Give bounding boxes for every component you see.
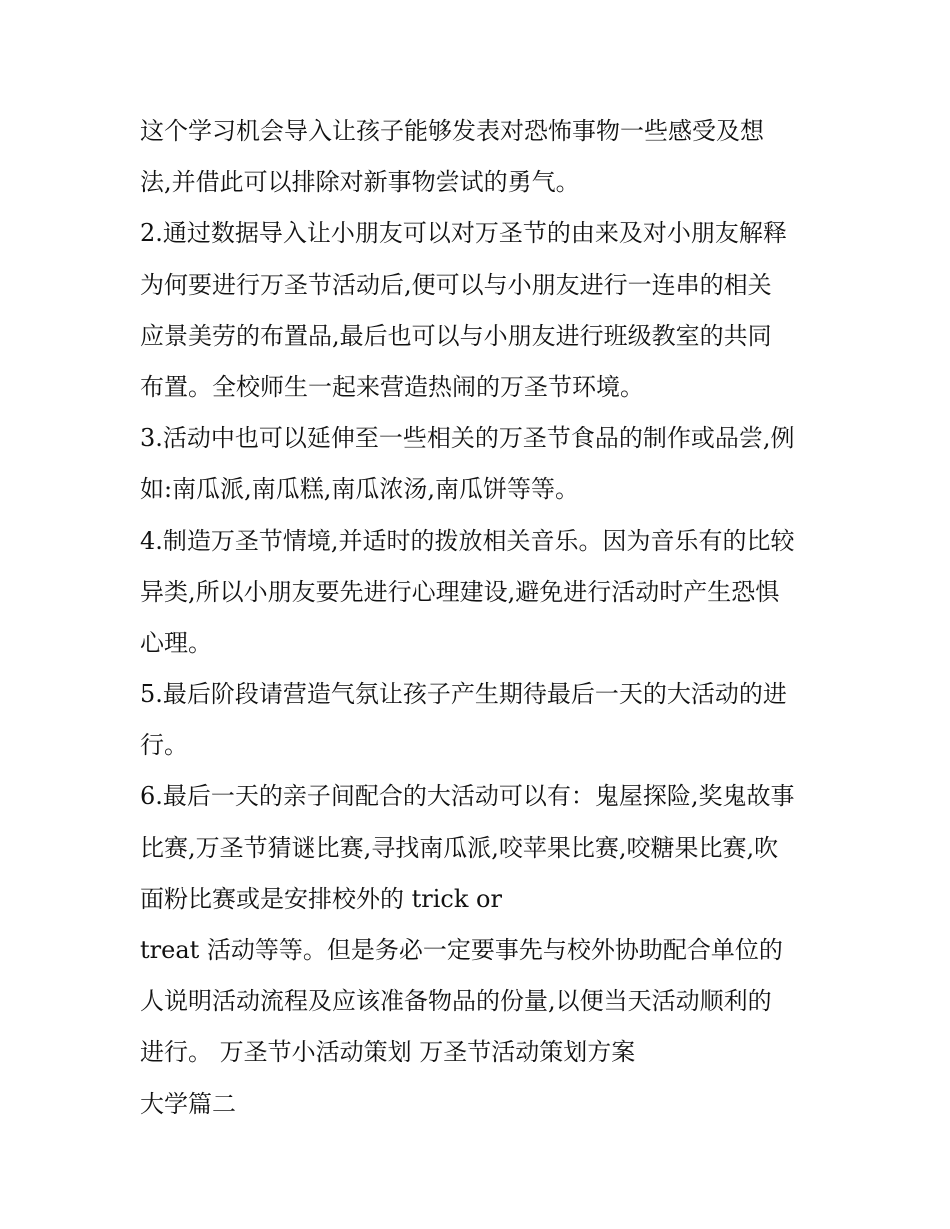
- text-line: 面粉比赛或是安排校外的 trick or: [140, 884, 502, 913]
- body-text: [140, 106, 820, 1130]
- text-line: 布置。全校师生一起来营造热闹的万圣节环境。: [140, 372, 644, 401]
- text-line: 行。: [140, 731, 188, 760]
- text-line: 人说明活动流程及应该准备物品的份量,以便当天活动顺利的: [140, 987, 772, 1016]
- text-line: 3.活动中也可以延伸至一些相关的万圣节食品的制作或品尝,例: [140, 424, 795, 453]
- text-line: 为何要进行万圣节活动后,便可以与小朋友进行一连串的相关: [140, 270, 772, 299]
- text-line: treat 活动等等。但是务必一定要事先与校外协助配合单位的: [140, 936, 783, 964]
- text-line: 法,并借此可以排除对新事物尝试的勇气。: [140, 168, 580, 197]
- text-line: 进行。 万圣节小活动策划 万圣节活动策划方案: [140, 1038, 636, 1067]
- text-line: 心理。: [140, 628, 212, 657]
- text-line: 2.通过数据导入让小朋友可以对万圣节的由来及对小朋友解释: [140, 219, 787, 248]
- text-line: 6.最后一天的亲子间配合的大活动可以有：鬼屋探险,奖鬼故事: [140, 782, 795, 811]
- text-line: 异类,所以小朋友要先进行心理建设,避免进行活动时产生恐惧: [140, 577, 780, 606]
- text-line: 比赛,万圣节猜谜比赛,寻找南瓜派,咬苹果比赛,咬糖果比赛,吹: [140, 833, 779, 862]
- text-line: 5.最后阶段请营造气氛让孩子产生期待最后一天的大活动的进: [140, 680, 787, 709]
- text-line: 4.制造万圣节情境,并适时的拨放相关音乐。因为音乐有的比较: [140, 526, 795, 555]
- text-line: 如:南瓜派,南瓜糕,南瓜浓汤,南瓜饼等等。: [140, 475, 579, 504]
- text-line: 应景美劳的布置品,最后也可以与小朋友进行班级教室的共同: [140, 321, 772, 350]
- text-line: 这个学习机会导入让孩子能够发表对恐怖事物一些感受及想: [140, 117, 764, 145]
- text-line: 大学篇二: [140, 1089, 236, 1118]
